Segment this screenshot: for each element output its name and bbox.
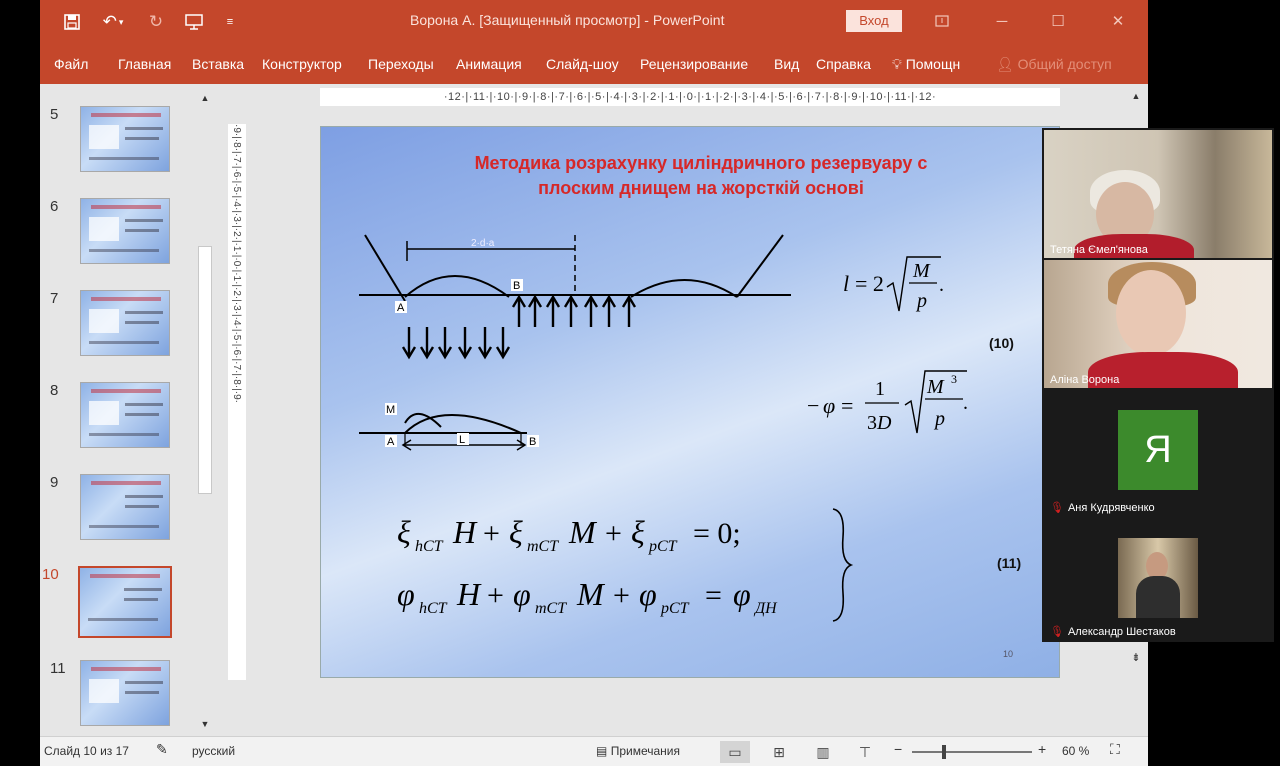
tab-animations[interactable]: Анимация [456,56,522,72]
slideshow-start-icon[interactable] [182,10,206,34]
slide-thumbnails-pane [40,84,216,736]
svg-text:hCT: hCT [415,538,443,555]
slideshow-view-icon[interactable]: ⊤ [858,744,872,760]
thumbnail-slide-9[interactable] [40,474,216,554]
thumbnail-slide-11[interactable] [40,660,216,740]
spellcheck-icon[interactable]: ✎ [156,741,168,757]
share-button[interactable] [996,56,1112,73]
point-a2-label: A [387,436,395,448]
video-feed-face [1116,270,1186,356]
svg-text:pCT: pCT [649,538,677,555]
language-indicator[interactable]: русский [192,744,236,758]
svg-text:M: M [569,514,596,550]
mic-muted-icon: 🎙︎ [1050,502,1064,514]
vertical-ruler [228,124,246,680]
tank-bottom-diagram [359,235,791,357]
svg-text:3: 3 [951,372,957,386]
document-title: Ворона А. [Защищенный просмотр] - PowerPoint [410,12,725,28]
slide-counter: Слайд 10 из 17 [44,744,129,758]
thumbnail-number: 6 [50,198,59,215]
notes-label: Примечания [610,744,680,758]
svg-text:.: . [939,274,944,296]
svg-text:+: + [605,517,622,550]
thumbnail-slide-10[interactable] [40,566,216,646]
participant-name-row [1050,625,1176,638]
equation-system [397,509,851,621]
avatar: Я [1118,410,1198,490]
participant-tile[interactable] [1044,390,1272,516]
ribbon-display-options-icon[interactable] [928,8,956,34]
svg-text:φ: φ [639,576,657,612]
svg-text:D: D [877,412,892,434]
slide-editor [220,84,1148,736]
point-a-label: A [397,302,405,314]
video-call-panel [1042,128,1274,642]
next-slide-icon[interactable]: ⇟ [1131,652,1141,664]
svg-text:l: l [843,271,850,296]
powerpoint-window [40,0,1148,766]
close-icon[interactable]: ✕ [1111,13,1125,30]
workspace [40,84,1148,736]
zoom-slider-handle[interactable] [942,745,946,759]
svg-text:p: p [935,408,945,430]
thumbnail-number: 10 [42,566,59,583]
svg-text:mCT: mCT [535,600,567,617]
mic-muted-icon: 🎙︎ [1050,626,1064,638]
svg-text:H: H [457,576,481,612]
minimize-icon[interactable]: ─ [996,12,1008,30]
svg-text:+: + [487,579,504,612]
zoom-slider[interactable] [912,751,1032,753]
length-l-label: L [459,434,466,446]
top-dimension-label: 2·d·a [471,238,495,249]
zoom-in-icon[interactable]: + [1038,741,1047,757]
tab-home[interactable]: Главная [118,56,172,72]
tab-slideshow[interactable]: Слайд-шоу [546,56,619,72]
lightbulb-icon: 💡︎ [892,56,902,72]
zoom-level[interactable]: 60 % [1062,744,1090,758]
help-search[interactable] [892,56,960,73]
thumbnail-slide-7[interactable] [40,290,216,370]
slide-canvas[interactable] [320,126,1060,678]
thumbnail-image [80,660,170,726]
thumbnail-image-active [78,566,172,638]
thumbnail-image [80,474,170,540]
undo-icon[interactable]: ↶ ▾ [102,12,124,31]
horizontal-ruler: ·12·|·11·|·10·|·9·|·8·|·7·|·6·|·5·|·4·|·3·|·2·|·1·|·0·|·1·|·2·|·3·|·4·|·5·|·6·|·7·|·8·|·9·|·10·|·11·|·12· [320,88,1060,106]
equation-number-10: (10) [989,335,1014,351]
thumbnail-image [80,290,170,356]
svg-text:3: 3 [867,412,877,434]
scrollbar-thumb[interactable] [198,246,212,494]
svg-text:= 0;: = 0; [693,517,741,550]
svg-text:M: M [927,376,944,398]
normal-view-icon[interactable]: ▭ [720,741,750,763]
thumbnail-number: 8 [50,382,59,399]
svg-text:φ: φ [513,576,531,612]
fit-to-window-icon[interactable]: ⛶ [1110,741,1120,757]
point-b2-label: B [529,436,537,448]
notes-button[interactable] [596,744,680,758]
moment-diagram [359,414,527,450]
tab-review[interactable]: Рецензирование [640,56,749,72]
video-feed [1118,538,1198,618]
equation-number-11: (11) [997,555,1022,571]
reading-view-icon[interactable]: ▥ [816,744,830,760]
signin-button[interactable]: Вход [846,10,902,32]
participant-tile[interactable] [1044,260,1272,388]
svg-text:pCT: pCT [661,600,689,617]
formula-phi [807,371,968,434]
svg-text:ξ: ξ [397,514,411,550]
svg-text:1: 1 [875,378,885,400]
maximize-icon[interactable]: ☐ [1051,13,1065,30]
thumbnail-slide-5[interactable] [40,106,216,186]
svg-text:−: − [807,393,820,418]
title-bar [40,0,1148,44]
svg-text:ξ: ξ [509,514,523,550]
moment-m-label: M [386,404,396,416]
scroll-up-arrow-icon[interactable]: ▲ [200,93,210,103]
svg-text:p: p [917,290,927,312]
thumbnails-scrollbar[interactable] [196,86,214,734]
scroll-down-arrow-icon[interactable]: ▼ [200,719,210,729]
video-feed-body [1136,576,1180,618]
status-bar [40,736,1148,766]
slide-number: 10 [1003,649,1014,659]
zoom-out-icon[interactable]: − [894,741,903,757]
slide-title-line-2: плоским днищем на жорсткій основі [538,178,864,198]
thumbnail-number: 7 [50,290,59,307]
redo-icon[interactable]: ↻ [148,12,164,31]
slide-sorter-view-icon[interactable]: ⊞ [773,744,785,760]
slide-drawing [321,127,1060,678]
participant-tile[interactable] [1044,518,1272,640]
person-icon: 👤︎ [996,56,1014,72]
participant-name: Аліна Ворона [1050,374,1120,386]
svg-text:=: = [841,393,854,418]
scroll-up-arrow-icon[interactable]: ▲ [1131,91,1141,101]
tab-transitions[interactable]: Переходы [368,56,434,72]
thumbnail-image [80,198,170,264]
svg-text:M: M [577,576,604,612]
save-icon[interactable] [60,10,84,34]
point-b-label: B [513,280,521,292]
thumbnail-slide-6[interactable] [40,198,216,278]
tab-file[interactable]: Файл [54,56,89,72]
svg-text:+: + [483,517,500,550]
svg-text:φ: φ [397,576,415,612]
thumbnail-slide-8[interactable] [40,382,216,462]
tab-insert[interactable]: Вставка [192,56,245,72]
thumbnail-image [80,106,170,172]
tab-help[interactable]: Справка [816,56,871,72]
participant-tile[interactable] [1044,130,1272,258]
thumbnail-image [80,382,170,448]
thumbnail-number: 9 [50,474,59,491]
svg-text:ξ: ξ [631,514,645,550]
slide-title-line-1: Методика розрахунку циліндричного резервуару с [474,153,928,173]
participant-name-row [1050,501,1155,514]
share-label: Общий доступ [1017,56,1112,72]
svg-text:=: = [705,579,722,612]
svg-text:M: M [913,260,930,282]
participant-name: Александр Шестаков [1067,626,1176,638]
vertical-ruler-ticks: ·9·|·8·|·7·|·6·|·5·|·4·|·3·|·2·|·1·|·0·|·1·|·2·|·3·|·4·|·5·|·6·|·7·|·8·|·9· [231,124,242,403]
svg-text:ДН: ДН [755,600,777,617]
svg-text:= 2: = 2 [855,271,884,296]
participant-name: Тетяна Ємел'янова [1050,244,1148,256]
notes-icon: ▤ [596,744,608,758]
tab-view[interactable]: Вид [774,56,800,72]
customize-toolbar-icon[interactable]: ≡ [226,16,234,28]
help-search-label: Помощн [905,56,961,72]
svg-text:mCT: mCT [527,538,559,555]
thumbnail-number: 5 [50,106,59,123]
svg-text:+: + [613,579,630,612]
thumbnail-number: 11 [50,660,66,677]
svg-text:φ: φ [823,393,836,418]
svg-text:H: H [453,514,477,550]
svg-text:hCT: hCT [419,600,447,617]
formula-l [843,257,944,312]
participant-name: Аня Кудрявченко [1067,502,1155,514]
tab-design[interactable]: Конструктор [262,56,342,72]
svg-text:φ: φ [733,576,751,612]
svg-text:.: . [963,392,968,414]
ribbon-tabs [40,44,1148,84]
